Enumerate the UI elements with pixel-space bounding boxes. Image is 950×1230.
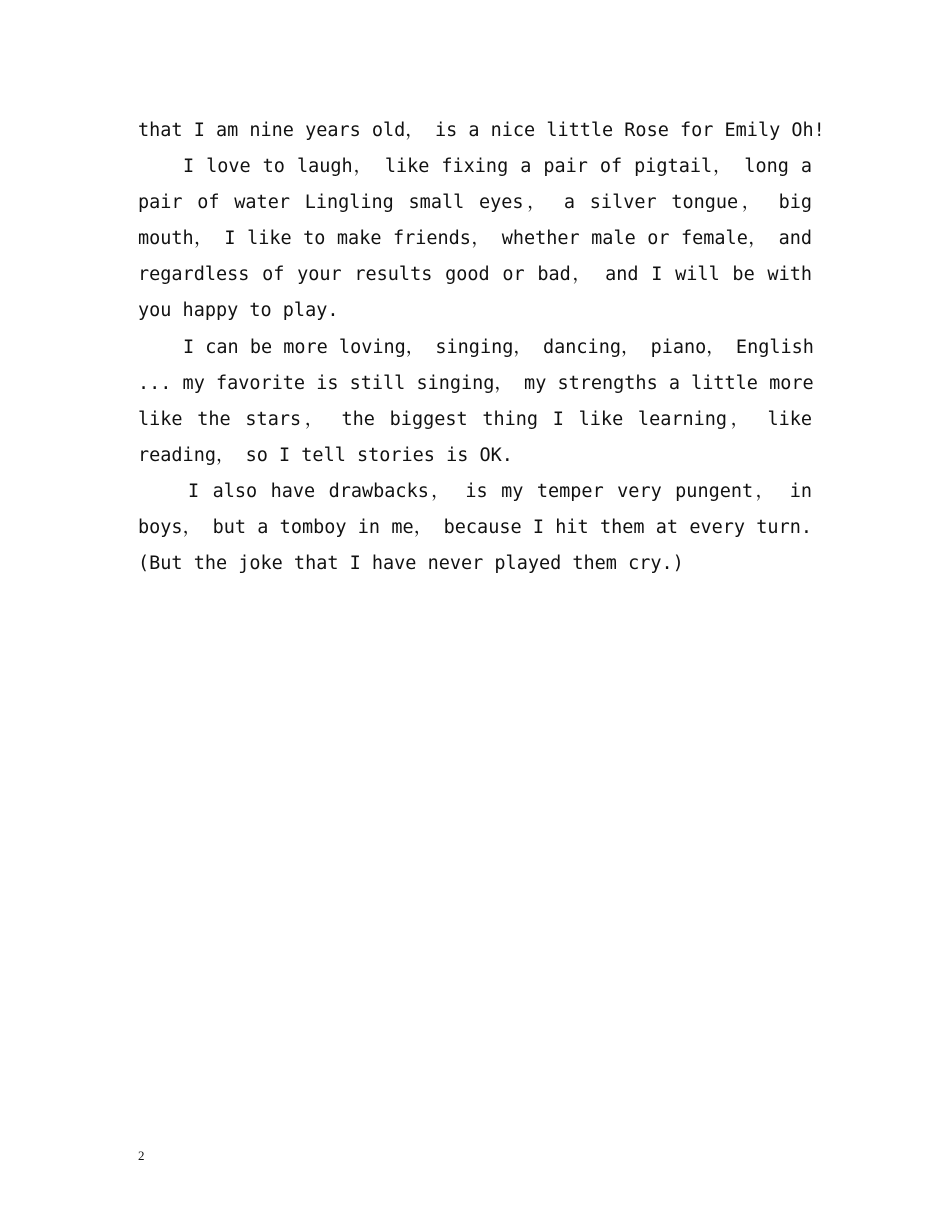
text-line: that I am nine years old， is a nice little Rose for Emily Oh!	[138, 120, 825, 141]
text-line: I also have drawbacks， is my temper very pungent， in	[188, 480, 812, 502]
page-number: 2	[138, 1148, 145, 1163]
text-line: like the stars， the biggest thing I like learning， like	[138, 408, 812, 430]
text-line: ... my favorite is still singing， my strengths a little more	[138, 372, 814, 394]
text-line: I love to laugh， like fixing a pair of pigtail， long a	[183, 156, 812, 178]
text-line: regardless of your results good or bad， and I will be with	[138, 264, 812, 286]
text-line: reading， so I tell stories is OK.	[138, 444, 513, 466]
text-line: you happy to play.	[138, 300, 339, 322]
text-line: (But the joke that I have never played them cry.)	[138, 553, 684, 575]
text-line: I can be more loving， singing， dancing， piano， English	[183, 336, 814, 358]
text-line: mouth， I like to make friends， whether male or female， and	[138, 228, 812, 250]
text-line: boys， but a tomboy in me， because I hit them at every turn.	[138, 517, 812, 539]
document-body	[138, 113, 825, 582]
text-line: pair of water Lingling small eyes， a silver tongue， big	[138, 192, 812, 214]
